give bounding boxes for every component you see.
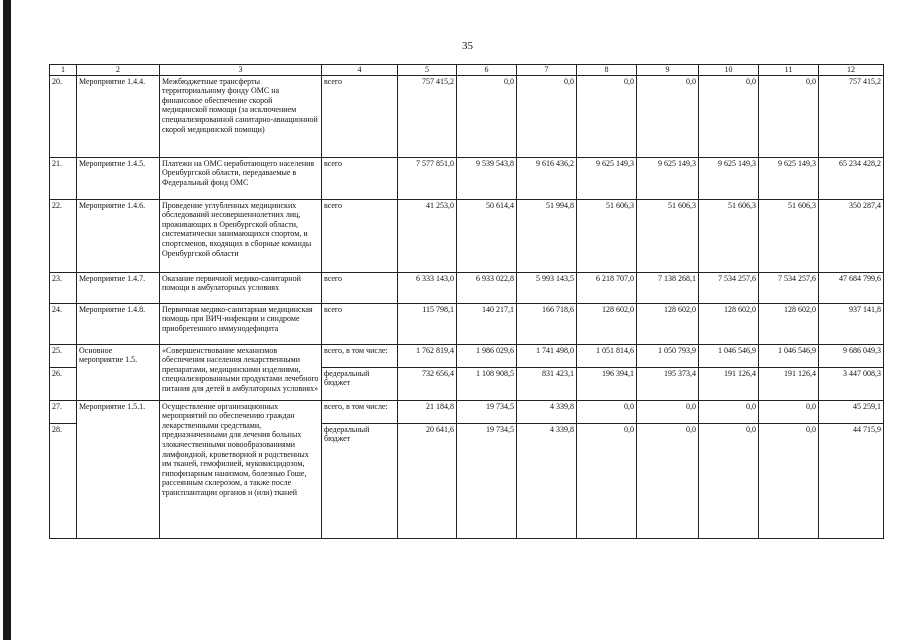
event-name: Платежи на ОМС неработающего населения Оренбургской области, передаваемые в Федеральный фонд ОМС bbox=[160, 157, 322, 199]
column-header: 10 bbox=[699, 65, 759, 76]
column-header: 5 bbox=[398, 65, 457, 76]
column-number-row bbox=[50, 65, 884, 76]
value-cell: 196 394,1 bbox=[577, 367, 637, 400]
total-cell: 44 715,9 bbox=[819, 423, 884, 538]
value-cell: 6 333 143,0 bbox=[398, 272, 457, 303]
event-name: «Совершенствование механизмов обеспечения населения лекарственными препаратами, медицинскими изделиями, специализированными продуктами лечебного питания для детей в амбулаторных условиях» bbox=[160, 344, 322, 400]
event-name: Оказание первичной медико-санитарной помощи в амбулаторных условиях bbox=[160, 272, 322, 303]
value-cell: 0,0 bbox=[759, 400, 819, 423]
total-cell: 3 447 008,3 bbox=[819, 367, 884, 400]
row-number: 26. bbox=[50, 367, 77, 400]
table-row bbox=[50, 272, 884, 303]
value-cell: 9 539 543,8 bbox=[457, 157, 517, 199]
value-cell: 9 625 149,3 bbox=[759, 157, 819, 199]
total-cell: 47 684 799,6 bbox=[819, 272, 884, 303]
event-code: Мероприятие 1.4.4. bbox=[77, 75, 160, 157]
value-cell: 7 138 268,1 bbox=[637, 272, 699, 303]
value-cell: 128 602,0 bbox=[637, 303, 699, 344]
row-number: 27. bbox=[50, 400, 77, 423]
value-cell: 51 606,3 bbox=[699, 199, 759, 272]
value-cell: 4 339,8 bbox=[517, 423, 577, 538]
value-cell: 195 373,4 bbox=[637, 367, 699, 400]
value-cell: 128 602,0 bbox=[577, 303, 637, 344]
value-cell: 51 606,3 bbox=[637, 199, 699, 272]
value-cell: 0,0 bbox=[759, 423, 819, 538]
funding-source: всего bbox=[322, 272, 398, 303]
value-cell: 50 614,4 bbox=[457, 199, 517, 272]
value-cell: 6 218 707,0 bbox=[577, 272, 637, 303]
column-header: 1 bbox=[50, 65, 77, 76]
value-cell: 831 423,1 bbox=[517, 367, 577, 400]
value-cell: 0,0 bbox=[517, 75, 577, 157]
column-header: 7 bbox=[517, 65, 577, 76]
table-row bbox=[50, 199, 884, 272]
value-cell: 0,0 bbox=[577, 423, 637, 538]
value-cell: 41 253,0 bbox=[398, 199, 457, 272]
value-cell: 1 108 908,5 bbox=[457, 367, 517, 400]
value-cell: 51 606,3 bbox=[577, 199, 637, 272]
value-cell: 9 625 149,3 bbox=[577, 157, 637, 199]
table-row bbox=[50, 303, 884, 344]
value-cell: 6 933 022,8 bbox=[457, 272, 517, 303]
column-header: 12 bbox=[819, 65, 884, 76]
value-cell: 9 625 149,3 bbox=[637, 157, 699, 199]
value-cell: 0,0 bbox=[637, 75, 699, 157]
value-cell: 732 656,4 bbox=[398, 367, 457, 400]
row-number: 22. bbox=[50, 199, 77, 272]
row-number: 21. bbox=[50, 157, 77, 199]
value-cell: 191 126,4 bbox=[759, 367, 819, 400]
value-cell: 5 993 143,5 bbox=[517, 272, 577, 303]
event-code: Мероприятие 1.5.1. bbox=[77, 400, 160, 538]
event-code: Мероприятие 1.4.7. bbox=[77, 272, 160, 303]
value-cell: 128 602,0 bbox=[759, 303, 819, 344]
value-cell: 115 798,1 bbox=[398, 303, 457, 344]
table-row bbox=[50, 75, 884, 157]
row-number: 28. bbox=[50, 423, 77, 538]
value-cell: 1 050 793,9 bbox=[637, 344, 699, 367]
value-cell: 4 339,8 bbox=[517, 400, 577, 423]
column-header: 9 bbox=[637, 65, 699, 76]
row-number: 20. bbox=[50, 75, 77, 157]
value-cell: 1 046 546,9 bbox=[699, 344, 759, 367]
row-number: 23. bbox=[50, 272, 77, 303]
value-cell: 757 415,2 bbox=[398, 75, 457, 157]
total-cell: 350 287,4 bbox=[819, 199, 884, 272]
total-cell: 45 259,1 bbox=[819, 400, 884, 423]
value-cell: 21 184,8 bbox=[398, 400, 457, 423]
row-number: 24. bbox=[50, 303, 77, 344]
value-cell: 0,0 bbox=[637, 423, 699, 538]
total-cell: 9 686 049,3 bbox=[819, 344, 884, 367]
page-number: 35 bbox=[462, 40, 473, 52]
column-header: 6 bbox=[457, 65, 517, 76]
value-cell: 1 986 029,6 bbox=[457, 344, 517, 367]
column-header: 2 bbox=[77, 65, 160, 76]
value-cell: 0,0 bbox=[457, 75, 517, 157]
event-code: Основное мероприятие 1.5. bbox=[77, 344, 160, 400]
value-cell: 191 126,4 bbox=[699, 367, 759, 400]
value-cell: 51 994,8 bbox=[517, 199, 577, 272]
value-cell: 51 606,3 bbox=[759, 199, 819, 272]
event-code: Мероприятие 1.4.8. bbox=[77, 303, 160, 344]
event-name: Межбюджетные трансферты территориальному фонду ОМС на финансовое обеспечение скорой медицинской помощи (за исключением специализированной санитарно-авиационной скорой медицинской помощи) bbox=[160, 75, 322, 157]
value-cell: 20 641,6 bbox=[398, 423, 457, 538]
value-cell: 9 616 436,2 bbox=[517, 157, 577, 199]
value-cell: 0,0 bbox=[699, 423, 759, 538]
event-name: Осуществление организационных мероприятий по обеспечению граждан лекарственными средствами, предназначенными для лечения больных злокачественными новообразованиями лимфоидной, кроветворной и родственных им тканей, гемофилией, муковисцидозом, гипофизарным нанизмом, болезнью Гоше, рассеянным склерозом, а также после трансплантации органов и (или) тканей bbox=[160, 400, 322, 538]
table-row bbox=[50, 400, 884, 423]
value-cell: 1 051 814,6 bbox=[577, 344, 637, 367]
column-header: 3 bbox=[160, 65, 322, 76]
value-cell: 0,0 bbox=[637, 400, 699, 423]
funding-source: федеральный бюджет bbox=[322, 367, 398, 400]
event-name: Первичная медико-санитарная медицинская помощь при ВИЧ-инфекции и синдроме приобретенного иммунодефицита bbox=[160, 303, 322, 344]
event-name: Проведение углубленных медицинских обследований несовершеннолетних лиц, проживающих в Оренбургской области, систематически занимающихся спортом, и спортсменов, входящих в сборные команды Оренбургской области bbox=[160, 199, 322, 272]
value-cell: 7 577 851,0 bbox=[398, 157, 457, 199]
value-cell: 140 217,1 bbox=[457, 303, 517, 344]
value-cell: 7 534 257,6 bbox=[699, 272, 759, 303]
row-number: 25. bbox=[50, 344, 77, 367]
table-row bbox=[50, 344, 884, 367]
value-cell: 0,0 bbox=[699, 75, 759, 157]
value-cell: 166 718,6 bbox=[517, 303, 577, 344]
value-cell: 128 602,0 bbox=[699, 303, 759, 344]
total-cell: 65 234 428,2 bbox=[819, 157, 884, 199]
value-cell: 1 762 819,4 bbox=[398, 344, 457, 367]
value-cell: 0,0 bbox=[577, 400, 637, 423]
funding-source: всего bbox=[322, 199, 398, 272]
value-cell: 19 734,5 bbox=[457, 423, 517, 538]
event-code: Мероприятие 1.4.5. bbox=[77, 157, 160, 199]
value-cell: 1 046 546,9 bbox=[759, 344, 819, 367]
value-cell: 0,0 bbox=[759, 75, 819, 157]
table-row bbox=[50, 157, 884, 199]
funding-source: федеральный бюджет bbox=[322, 423, 398, 538]
value-cell: 9 625 149,3 bbox=[699, 157, 759, 199]
value-cell: 19 734,5 bbox=[457, 400, 517, 423]
value-cell: 0,0 bbox=[577, 75, 637, 157]
funding-source: всего bbox=[322, 75, 398, 157]
scan-edge bbox=[3, 0, 11, 640]
value-cell: 1 741 498,0 bbox=[517, 344, 577, 367]
event-code: Мероприятие 1.4.6. bbox=[77, 199, 160, 272]
column-header: 8 bbox=[577, 65, 637, 76]
budget-table bbox=[49, 64, 884, 539]
total-cell: 757 415,2 bbox=[819, 75, 884, 157]
funding-source: всего, в том числе: bbox=[322, 400, 398, 423]
value-cell: 7 534 257,6 bbox=[759, 272, 819, 303]
column-header: 4 bbox=[322, 65, 398, 76]
total-cell: 937 141,8 bbox=[819, 303, 884, 344]
column-header: 11 bbox=[759, 65, 819, 76]
funding-source: всего, в том числе: bbox=[322, 344, 398, 367]
funding-source: всего bbox=[322, 303, 398, 344]
value-cell: 0,0 bbox=[699, 400, 759, 423]
funding-source: всего bbox=[322, 157, 398, 199]
